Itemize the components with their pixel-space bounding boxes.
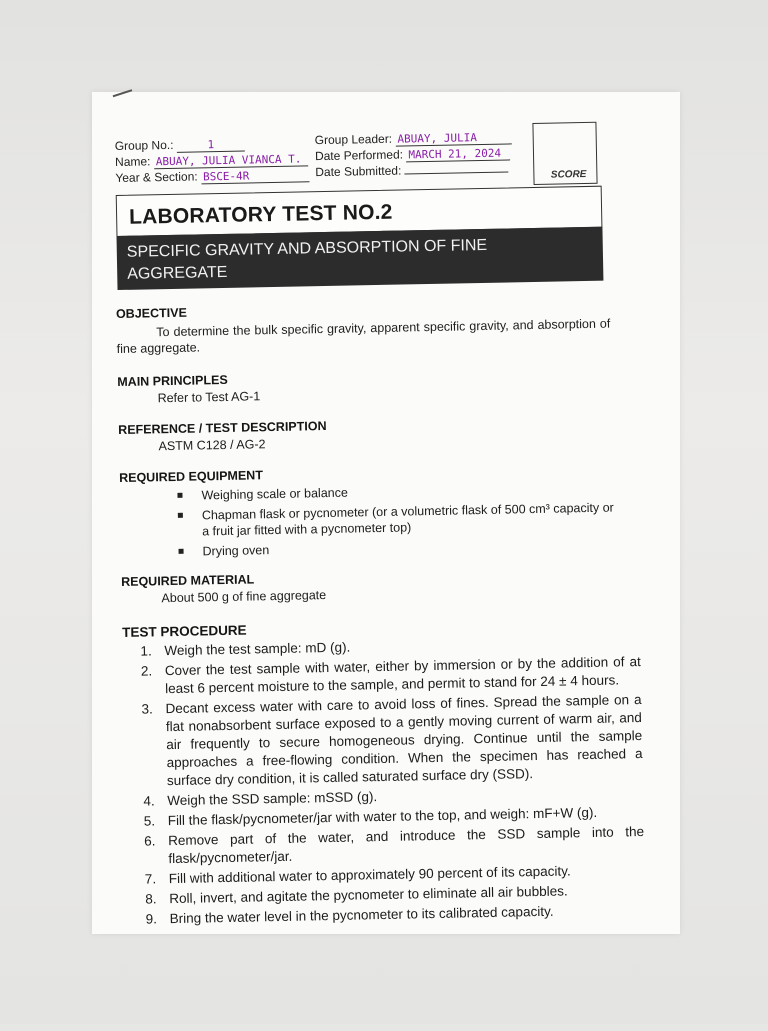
score-label: SCORE [550, 168, 587, 181]
bullet-icon [178, 513, 183, 518]
equipment-list [177, 479, 618, 563]
material-text: About 500 g of fine aggregate [161, 588, 327, 606]
reference-heading: REFERENCE / TEST DESCRIPTION [118, 419, 327, 438]
date-performed-label: Date Performed: [314, 147, 404, 164]
group-no-value: 1 [177, 139, 245, 153]
equipment-item: Chapman flask or pycnometer (or a volumetric flask of 500 cm³ capacity or a fruit jar fitted with a pycnometer top) [178, 499, 619, 539]
equipment-item: Weighing scale or balance [177, 479, 617, 503]
procedure-step: 2. Cover the test sample with water, either by immersion or by the addition of at least 6 percent moisture to the sample, and permit to stand for 24 ± 4 hours. [140, 654, 641, 697]
material-heading: REQUIRED MATERIAL [121, 572, 255, 589]
objective-heading: OBJECTIVE [115, 305, 187, 322]
date-performed-value: MARCH 21, 2024 [406, 147, 510, 162]
main-principles-heading: MAIN PRINCIPLES [117, 372, 228, 390]
equipment-heading: REQUIRED EQUIPMENT [119, 468, 264, 485]
year-section-value: BSCE-4R [201, 169, 309, 184]
group-leader-value: ABUAY, JULIA [395, 131, 511, 146]
procedure-list [140, 633, 645, 931]
bullet-icon [177, 493, 182, 498]
year-section-row [115, 167, 309, 186]
procedure-step: 4. Weigh the SSD sample: mSSD (g). [143, 789, 378, 809]
procedure-step: 5. Fill the flask/pycnometer/jar with water to the top, and weigh: mF+W (g). [143, 804, 598, 829]
procedure-step: 8. Roll, invert, and agitate the pycnometer to eliminate all air bubbles. [145, 883, 568, 907]
objective-text: To determine the bulk specific gravity, apparent specific gravity, and absorption of fine aggregate. [116, 316, 611, 357]
procedure-step: 9. Bring the water level in the pycnometer to its calibrated capacity. [145, 903, 554, 927]
main-principles-text: Refer to Test AG-1 [157, 389, 261, 406]
procedure-step: 7. Fill with additional water to approximately 90 percent of its capacity. [144, 863, 571, 887]
date-submitted-value [405, 171, 509, 174]
year-section-label: Year & Section: [115, 169, 198, 186]
date-submitted-label: Date Submitted: [315, 163, 402, 180]
score-box [532, 122, 597, 185]
procedure-step: 6. Remove part of the water, and introduce the SSD sample into the flask/pycnometer/jar. [143, 823, 645, 867]
equipment-item: Drying oven [178, 535, 618, 559]
name-value: ABUAY, JULIA VIANCA T. [154, 153, 308, 169]
group-no-row [115, 137, 245, 154]
reference-text: ASTM C128 / AG-2 [158, 437, 266, 454]
group-leader-label: Group Leader: [314, 131, 393, 148]
bullet-icon [179, 549, 184, 554]
procedure-step: 3. Decant excess water with care to avoid loss of fines. Spread the sample on a flat nonabsorbent surface exposed to a gently moving current of warm air, and air frequently to secure homogeneous drying. Continue until the sample approaches a free-flowing condition. When the specimen has reached a surface dry condition, it is called saturated surface dry (SSD). [141, 692, 643, 789]
name-label: Name: [114, 154, 151, 170]
date-submitted-row [315, 161, 509, 179]
procedure-step: 1. Weigh the test sample: mD (g). [140, 639, 351, 659]
procedure-heading: TEST PROCEDURE [121, 622, 247, 640]
lab-test-subtitle: SPECIFIC GRAVITY AND ABSORPTION OF FINE AGGREGATE [126, 236, 488, 283]
lab-test-title: LABORATORY TEST NO.2 [128, 200, 393, 229]
title-band [116, 227, 603, 290]
group-no-label: Group No.: [114, 137, 174, 154]
